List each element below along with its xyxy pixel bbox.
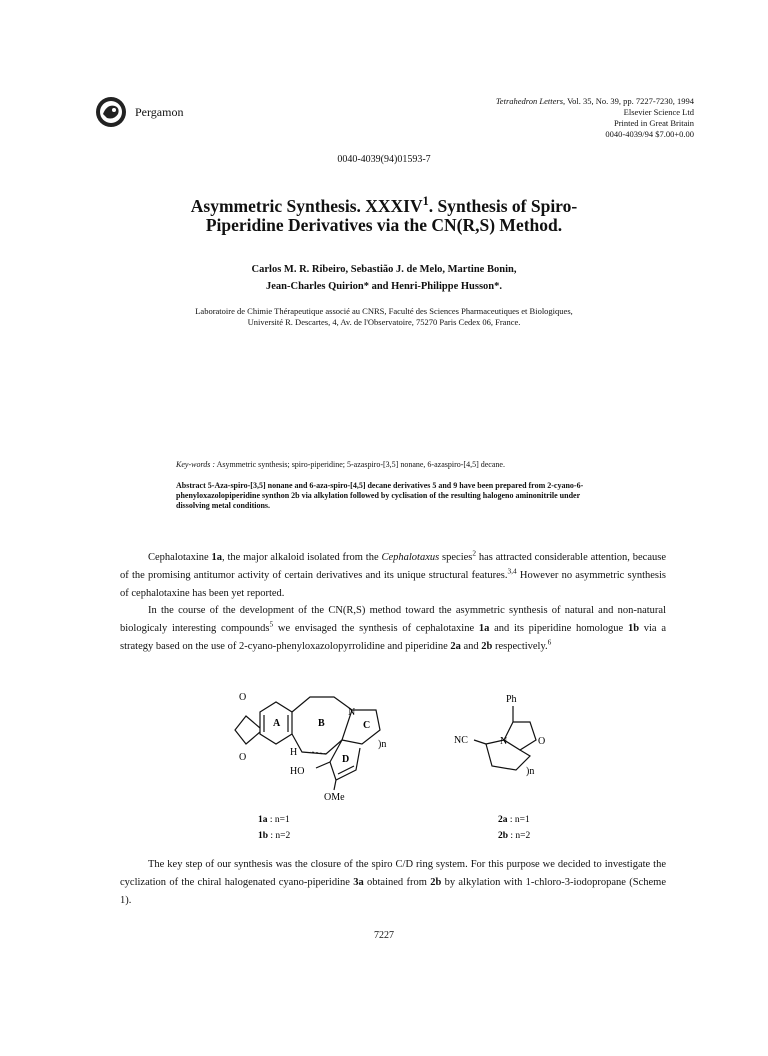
label-ph: Ph [506, 694, 517, 705]
abstract-text: 5-Aza-spiro-[3,5] nonane and 6-aza-spiro-[4,5] decane derivatives 5 and 9 have been prepared from 2-cyano-6-phenyloxazolopiperidine synthon 2b via alkylation followed by cyclisation of the resulting halogeno aminonitrile under dissolving metal conditions. [176, 481, 584, 510]
chemical-structures [230, 692, 570, 847]
ring-a-label: A [273, 718, 281, 729]
p3-text-c: obtained from [363, 877, 431, 888]
pergamon-logo-icon [95, 96, 127, 128]
journal-volume: , Vol. 35, No. 39, pp. 7227-7230, 1994 [563, 96, 694, 106]
p2-text-e: and its piperidine homologue [489, 623, 628, 634]
label-n-left: N [348, 707, 356, 718]
label-n-right: N [500, 736, 508, 747]
journal-price: 0040-4039/94 $7.00+0.00 [605, 129, 694, 139]
title-footnote-ref: 1 [422, 194, 429, 209]
ring-d-label: D [342, 754, 350, 765]
p1-ref-3-4: 3,4 [507, 566, 517, 576]
ring-c-label: C [363, 720, 371, 731]
paragraph-2 [120, 602, 666, 656]
compound-label-1a: 1a : n=1 [258, 815, 290, 825]
p2-ref-6: 6 [547, 637, 552, 647]
p1-text-g: has attracted considerable attention, because of the promising antitumor activity of certain derivatives and its unique structural features. [120, 552, 666, 581]
label-nc: NC [454, 735, 468, 746]
affiliation [0, 306, 768, 328]
p1-ref-2: 2 [472, 548, 477, 558]
p2-text-c: we envisaged the synthesis of cephalotaxine [273, 623, 479, 634]
p3-compound-3a: 3a [353, 877, 364, 888]
keywords-text: Asymmetric synthesis; spiro-piperidine; 5-azaspiro-[3,5] nonane, 6-azaspiro-[4,5] decane. [215, 460, 505, 469]
journal-publisher: Elsevier Science Ltd [623, 107, 694, 117]
label-o-top: O [239, 692, 247, 703]
authors [0, 261, 768, 295]
authors-line2: Jean-Charles Quirion* and Henri-Philippe Husson*. [266, 281, 502, 292]
label-o-bottom: O [239, 752, 247, 763]
journal-info [496, 96, 694, 140]
page-number: 7227 [374, 930, 394, 941]
p2-ref-5: 5 [269, 619, 274, 629]
structures-figure [230, 692, 570, 852]
p2-compound-1b: 1b [627, 623, 640, 634]
keywords-label: Key-words : [176, 460, 216, 469]
p2-compound-2a: 2a [450, 641, 461, 652]
compound-label-2b: 2b : n=2 [498, 831, 531, 841]
paragraph-3 [120, 856, 666, 910]
abstract [176, 481, 608, 511]
p1-compound-1a: 1a [211, 552, 222, 563]
paragraph-1 [120, 549, 666, 603]
p3-text-a: The key step of our synthesis was the closure of the spiro C/D ring system. For this purpose we decided to investigate the cyclization of the chiral halogenated cyano-piperidine [120, 859, 666, 888]
p2-text-i: and [460, 641, 482, 652]
title-line1-rest: . Synthesis of Spiro- [428, 196, 578, 216]
label-h: H [290, 747, 298, 758]
doi-line: 0040-4039(94)01593-7 [337, 154, 431, 165]
label-ome: OMe [324, 792, 345, 803]
structure-cephalotaxine [235, 697, 380, 790]
p1-text-i: However no asymmetric synthesis of cephalotaxine has been yet reported. [120, 570, 666, 599]
p2-compound-1a: 1a [478, 623, 490, 634]
p1-genus: Cephalotaxus [381, 552, 440, 563]
label-ho: HO [290, 766, 305, 777]
abstract-label: Abstract [176, 481, 206, 490]
p2-text-a: In the course of the development of the CN(R,S) method toward the asymmetric synthesis of natural and non-natural biologicaly interesting compounds [120, 605, 666, 634]
keywords [176, 460, 505, 469]
ring-b-label: B [318, 718, 325, 729]
p1-text-a: Cephalotaxine [148, 552, 212, 563]
title-line2: Piperidine Derivatives via the CN(R,S) Method. [205, 215, 563, 235]
label-o-right: O [538, 736, 546, 747]
label-n-sub-right: )n [526, 766, 535, 777]
p2-compound-2b: 2b [481, 641, 493, 652]
p2-text-g: via a strategy based on the use of 2-cyano-phenyloxazolopyrrolidine and piperidine [120, 623, 666, 652]
p3-text-e: by alkylation with 1-chloro-3-iodopropane (Scheme 1). [120, 877, 666, 906]
title-line1: Asymmetric Synthesis. XXXIV [190, 196, 423, 216]
authors-line1: Carlos M. R. Ribeiro, Sebastião J. de Melo, Martine Bonin, [251, 264, 517, 275]
affiliation-line1: Laboratoire de Chimie Thérapeutique associé au CNRS, Faculté des Sciences Pharmaceutiques et Biologiques, [195, 306, 573, 316]
publisher-name: Pergamon [135, 104, 184, 119]
p1-text-c: , the major alkaloid isolated from the [221, 552, 382, 563]
publisher-block [95, 96, 183, 128]
journal-printed: Printed in Great Britain [613, 118, 694, 128]
compound-label-2a: 2a : n=1 [498, 815, 530, 825]
compound-label-1b: 1b : n=2 [258, 831, 291, 841]
paper-title [0, 194, 768, 235]
journal-name: Tetrahedron Letters [495, 96, 564, 106]
label-n-sub-left: )n [378, 739, 387, 750]
p2-text-k: respectively. [492, 641, 548, 652]
p1-text-e: species [439, 552, 473, 563]
affiliation-line2: Université R. Descartes, 4, Av. de l'Observatoire, 75270 Paris Cedex 06, France. [247, 317, 521, 327]
p3-compound-2b: 2b [430, 877, 442, 888]
